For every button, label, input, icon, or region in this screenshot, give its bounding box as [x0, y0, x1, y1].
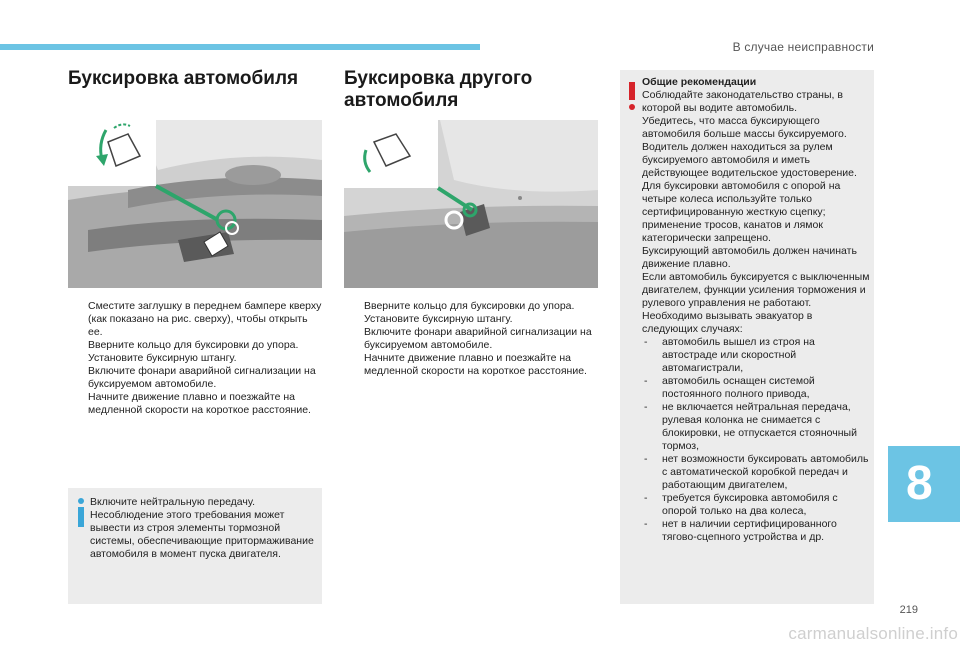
list-item: - требуется буксировка автомобиля с опорой только на два колеса, [644, 492, 838, 517]
step-text: Установите буксирную штангу. [364, 313, 513, 325]
chapter-tab [888, 446, 960, 522]
list-item: - не включается нейтральная передача, рулевая колонка не снимается с блокировки, не отпускается стояночный тормоз, [644, 401, 857, 452]
warning-paragraph: Для буксировки автомобиля с опорой на четыре колеса используйте только сертифицированную жесткую сцепку; применение тросов, канатов и лямок категорически запрещено. [642, 180, 841, 244]
rear-bumper-illustration [344, 120, 598, 288]
step-text: Включите фонари аварийной сигнализации на буксируемом автомобиле. [88, 365, 316, 390]
list-item [344, 326, 600, 352]
rear-bumper-photo [344, 120, 598, 288]
warning-box [620, 70, 874, 604]
warning-paragraph: Необходимо вызывать эвакуатор в следующих случаях: [642, 310, 813, 335]
warning-paragraph: Соблюдайте законодательство страны, в которой вы водите автомобиль. [642, 89, 843, 114]
list-item [68, 352, 324, 365]
warning-paragraph: Если автомобиль буксируется с выключенным двигателем, функции усиления торможения и рулевого управления не работают. [642, 271, 870, 309]
section-header: В случае неисправности [732, 40, 874, 54]
list-item [344, 313, 600, 326]
chapter-number: 8 [906, 457, 933, 510]
list-item [68, 300, 324, 339]
left-steps-list [68, 300, 324, 417]
step-text: Установите буксирную штангу. [88, 352, 237, 364]
step-text: Начните движение плавно и поезжайте на медленной скорости на короткое расстояние. [88, 391, 311, 416]
list-item: - нет в наличии сертифицированного тягово-сцепного устройства и др. [644, 518, 837, 543]
list-item: - нет возможности буксировать автомобиль с автоматической коробкой передач и работающим двигателем, [644, 453, 869, 491]
right-steps-list [344, 300, 600, 378]
page-number: 219 [899, 604, 918, 616]
warning-content [642, 76, 870, 544]
left-column-title: Буксировка автомобиля [68, 68, 299, 89]
info-icon [77, 498, 85, 528]
right-column-title: Буксировка другого автомобиля [344, 68, 533, 111]
step-text: Вверните кольцо для буксировки до упора. [88, 339, 299, 351]
info-box [68, 488, 322, 604]
info-line: Несоблюдение этого требования может вывести из строя элементы тормозной системы, обеспечивающие притормаживание автомобиля в момент пуска двигателя. [90, 509, 314, 560]
step-text: Включите фонари аварийной сигнализации на буксируемом автомобиле. [364, 326, 592, 351]
warning-title: Общие рекомендации [642, 76, 757, 88]
info-line: Включите нейтральную передачу. [90, 496, 255, 508]
front-bumper-illustration [68, 120, 322, 288]
watermark: carmanualsonline.info [788, 624, 958, 643]
tow-truck-cases-list [642, 336, 870, 544]
step-text: Начните движение плавно и поезжайте на медленной скорости на короткое расстояние. [364, 352, 587, 377]
info-text [90, 496, 316, 561]
list-item: - автомобиль оснащен системой постоянного полного привода, [644, 375, 815, 400]
front-bumper-photo [68, 120, 322, 288]
step-text: Сместите заглушку в переднем бампере кверху (как показано на рис. сверху), чтобы открыть ее. [88, 300, 322, 338]
list-item [344, 352, 600, 378]
warning-paragraph: Буксирующий автомобиль должен начинать движение плавно. [642, 245, 857, 270]
list-item [68, 391, 324, 417]
list-item: - автомобиль вышел из строя на автостраде или скоростной автомагистрали, [644, 336, 815, 374]
list-item [344, 300, 600, 313]
header-accent-bar [0, 44, 480, 50]
warning-paragraph: Водитель должен находиться за рулем буксируемого автомобиля и иметь действующее водительское удостоверение. [642, 141, 857, 179]
list-item [68, 339, 324, 352]
step-text: Вверните кольцо для буксировки до упора. [364, 300, 575, 312]
warning-icon [628, 82, 636, 112]
warning-paragraph: Убедитесь, что масса буксирующего автомобиля больше массы буксируемого. [642, 115, 847, 140]
list-item [68, 365, 324, 391]
